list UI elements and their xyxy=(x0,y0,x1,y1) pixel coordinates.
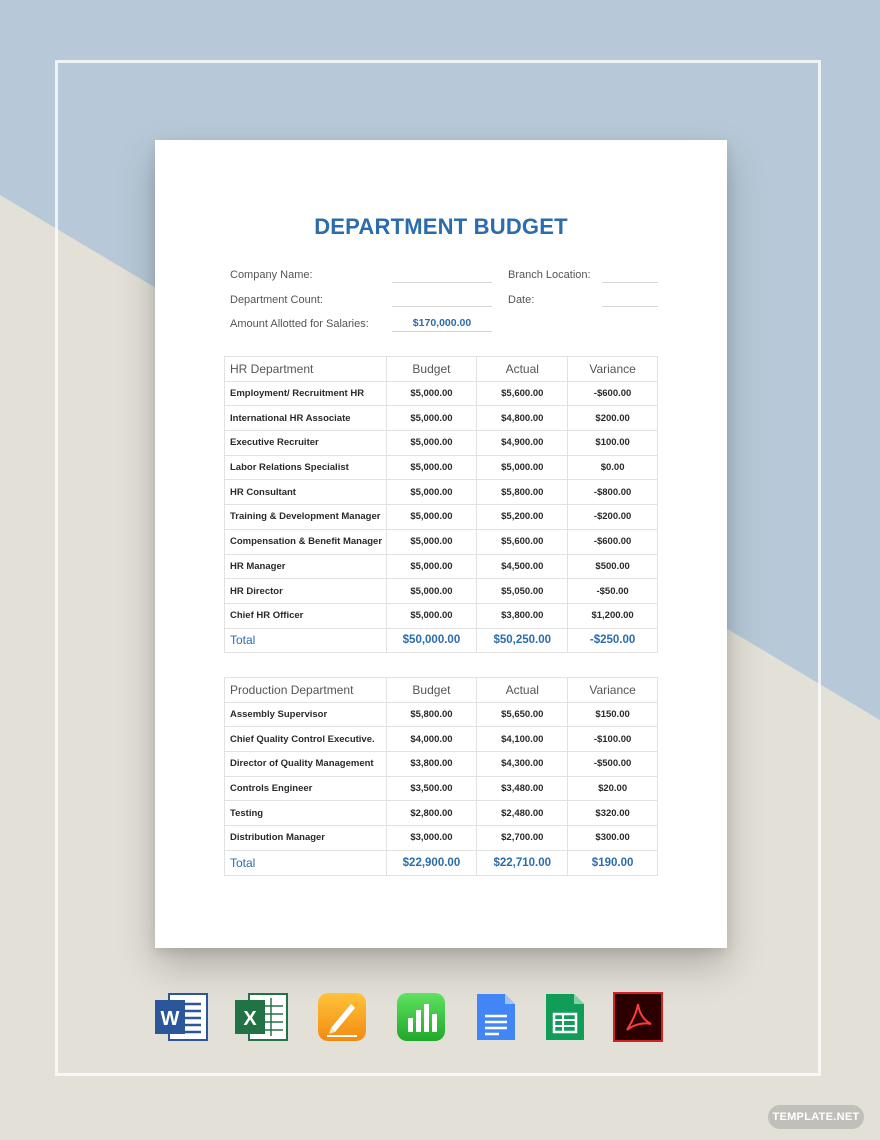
cell-position[interactable]: Labor Relations Specialist xyxy=(225,455,387,480)
department-count-field[interactable] xyxy=(392,292,492,307)
cell-position[interactable]: HR Manager xyxy=(225,554,387,579)
table-row xyxy=(225,752,658,777)
total-variance[interactable]: -$250.00 xyxy=(568,628,658,653)
cell-position[interactable]: Director of Quality Management xyxy=(225,752,387,777)
branch-location-label: Branch Location: xyxy=(508,269,591,281)
cell-actual[interactable]: $5,200.00 xyxy=(477,505,568,530)
cell-actual[interactable]: $5,600.00 xyxy=(477,381,568,406)
cell-variance[interactable]: $0.00 xyxy=(568,455,658,480)
cell-actual[interactable]: $2,480.00 xyxy=(477,801,568,826)
total-label[interactable]: Total xyxy=(225,628,387,653)
cell-variance[interactable]: -$500.00 xyxy=(568,752,658,777)
cell-budget[interactable]: $5,000.00 xyxy=(386,505,477,530)
cell-variance[interactable]: -$100.00 xyxy=(568,727,658,752)
cell-actual[interactable]: $4,300.00 xyxy=(477,752,568,777)
cell-actual[interactable]: $2,700.00 xyxy=(477,826,568,851)
cell-budget[interactable]: $5,000.00 xyxy=(386,529,477,554)
table-row xyxy=(225,554,658,579)
column-header-actual: Actual xyxy=(477,357,568,382)
cell-variance[interactable]: $500.00 xyxy=(568,554,658,579)
cell-actual[interactable]: $3,800.00 xyxy=(477,603,568,628)
table-row xyxy=(225,505,658,530)
cell-position[interactable]: Testing xyxy=(225,801,387,826)
cell-variance[interactable]: -$800.00 xyxy=(568,480,658,505)
column-header-budget: Budget xyxy=(386,357,477,382)
cell-position[interactable]: Chief HR Officer xyxy=(225,603,387,628)
cell-variance[interactable]: $20.00 xyxy=(568,776,658,801)
cell-budget[interactable]: $3,500.00 xyxy=(386,776,477,801)
cell-variance[interactable]: $200.00 xyxy=(568,406,658,431)
cell-budget[interactable]: $5,000.00 xyxy=(386,554,477,579)
cell-position[interactable]: Employment/ Recruitment HR xyxy=(225,381,387,406)
svg-text:X: X xyxy=(243,1008,257,1030)
cell-variance[interactable]: -$600.00 xyxy=(568,529,658,554)
total-actual[interactable]: $22,710.00 xyxy=(477,850,568,875)
cell-budget[interactable]: $5,800.00 xyxy=(386,702,477,727)
cell-actual[interactable]: $5,050.00 xyxy=(477,579,568,604)
numbers-icon[interactable] xyxy=(396,992,446,1047)
cell-actual[interactable]: $4,800.00 xyxy=(477,406,568,431)
cell-position[interactable]: Compensation & Benefit Manager xyxy=(225,529,387,554)
company-name-label: Company Name: xyxy=(230,269,313,281)
table-row xyxy=(225,529,658,554)
cell-budget[interactable]: $5,000.00 xyxy=(386,431,477,456)
total-variance[interactable]: $190.00 xyxy=(568,850,658,875)
total-row xyxy=(225,628,658,653)
table-row xyxy=(225,406,658,431)
cell-budget[interactable]: $5,000.00 xyxy=(386,603,477,628)
table-row xyxy=(225,702,658,727)
hr-department-table xyxy=(224,356,658,653)
table-row xyxy=(225,480,658,505)
table-row xyxy=(225,381,658,406)
table-row xyxy=(225,431,658,456)
company-name-field[interactable] xyxy=(392,268,492,283)
table-row xyxy=(225,826,658,851)
cell-budget[interactable]: $5,000.00 xyxy=(386,381,477,406)
cell-budget[interactable]: $3,000.00 xyxy=(386,826,477,851)
cell-budget[interactable]: $2,800.00 xyxy=(386,801,477,826)
column-header-department: Production Department xyxy=(225,678,387,703)
template-net-watermark: TEMPLATE.NET xyxy=(768,1105,864,1129)
cell-position[interactable]: HR Director xyxy=(225,579,387,604)
cell-variance[interactable]: -$50.00 xyxy=(568,579,658,604)
column-header-variance: Variance xyxy=(568,678,658,703)
cell-variance[interactable]: $320.00 xyxy=(568,801,658,826)
total-row xyxy=(225,850,658,875)
cell-position[interactable]: Training & Development Manager xyxy=(225,505,387,530)
word-icon[interactable] xyxy=(155,992,209,1047)
cell-variance[interactable]: $1,200.00 xyxy=(568,603,658,628)
branch-location-field[interactable] xyxy=(602,268,658,283)
document-page xyxy=(155,140,727,948)
department-count-label: Department Count: xyxy=(230,294,323,306)
pages-icon[interactable] xyxy=(317,992,367,1047)
svg-text:W: W xyxy=(160,1008,180,1030)
cell-actual[interactable]: $5,600.00 xyxy=(477,529,568,554)
cell-position[interactable]: Executive Recruiter xyxy=(225,431,387,456)
table-row xyxy=(225,801,658,826)
column-header-actual: Actual xyxy=(477,678,568,703)
cell-position[interactable]: HR Consultant xyxy=(225,480,387,505)
total-budget[interactable]: $22,900.00 xyxy=(386,850,477,875)
column-header-variance: Variance xyxy=(568,357,658,382)
column-header-department: HR Department xyxy=(225,357,387,382)
cell-actual[interactable]: $5,800.00 xyxy=(477,480,568,505)
cell-budget[interactable]: $5,000.00 xyxy=(386,406,477,431)
cell-position[interactable]: International HR Associate xyxy=(225,406,387,431)
total-budget[interactable]: $50,000.00 xyxy=(386,628,477,653)
table-row xyxy=(225,579,658,604)
cell-budget[interactable]: $5,000.00 xyxy=(386,455,477,480)
cell-actual[interactable]: $3,480.00 xyxy=(477,776,568,801)
google-docs-icon[interactable] xyxy=(475,992,517,1047)
salaries-label: Amount Allotted for Salaries: xyxy=(230,318,369,330)
table-row xyxy=(225,776,658,801)
cell-position[interactable]: Distribution Manager xyxy=(225,826,387,851)
pdf-icon[interactable] xyxy=(613,992,663,1047)
cell-variance[interactable]: $150.00 xyxy=(568,702,658,727)
document-title: DEPARTMENT BUDGET xyxy=(314,214,568,239)
cell-actual[interactable]: $4,900.00 xyxy=(477,431,568,456)
cell-variance[interactable]: -$200.00 xyxy=(568,505,658,530)
cell-actual[interactable]: $4,500.00 xyxy=(477,554,568,579)
total-label[interactable]: Total xyxy=(225,850,387,875)
cell-actual[interactable]: $4,100.00 xyxy=(477,727,568,752)
date-label: Date: xyxy=(508,294,535,306)
cell-budget[interactable]: $5,000.00 xyxy=(386,579,477,604)
column-header-budget: Budget xyxy=(386,678,477,703)
cell-position[interactable]: Assembly Supervisor xyxy=(225,702,387,727)
table-header-row xyxy=(225,357,658,382)
google-sheets-icon[interactable] xyxy=(544,992,586,1047)
cell-actual[interactable]: $5,650.00 xyxy=(477,702,568,727)
cell-budget[interactable]: $3,800.00 xyxy=(386,752,477,777)
cell-position[interactable]: Controls Engineer xyxy=(225,776,387,801)
cell-budget[interactable]: $5,000.00 xyxy=(386,480,477,505)
cell-budget[interactable]: $4,000.00 xyxy=(386,727,477,752)
total-actual[interactable]: $50,250.00 xyxy=(477,628,568,653)
excel-icon[interactable] xyxy=(235,992,289,1047)
table-row xyxy=(225,603,658,628)
table-header-row xyxy=(225,678,658,703)
table-row xyxy=(225,727,658,752)
cell-actual[interactable]: $5,000.00 xyxy=(477,455,568,480)
cell-variance[interactable]: -$600.00 xyxy=(568,381,658,406)
production-department-table xyxy=(224,677,658,876)
salaries-value[interactable]: $170,000.00 xyxy=(392,317,492,332)
cell-variance[interactable]: $300.00 xyxy=(568,826,658,851)
table-row xyxy=(225,455,658,480)
cell-variance[interactable]: $100.00 xyxy=(568,431,658,456)
date-field[interactable] xyxy=(602,292,658,307)
cell-position[interactable]: Chief Quality Control Executive. xyxy=(225,727,387,752)
